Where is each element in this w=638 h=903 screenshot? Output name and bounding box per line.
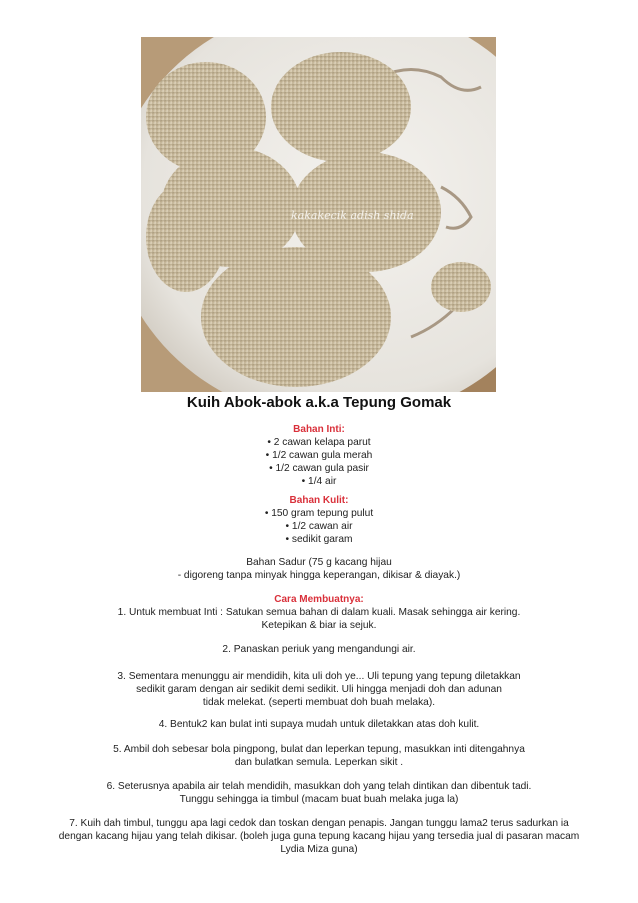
recipe-title: Kuih Abok-abok a.k.a Tepung Gomak [186, 394, 452, 411]
kulit-item: • 150 gram tepung pulut [264, 508, 374, 519]
step-text: tidak melekat. (seperti membuat doh buah melaka). [202, 697, 436, 708]
inti-item: • 1/2 cawan gula merah [265, 450, 373, 461]
kulit-section [0, 494, 638, 546]
inti-item: • 1/4 air [301, 476, 337, 487]
step-text: dan bulatkan semula. Leperkan sikit . [234, 757, 404, 768]
step-text: Ketepikan & biar ia sejuk. [261, 620, 377, 631]
sadur-line: Bahan Sadur (75 g kacang hijau [246, 557, 392, 568]
step-1 [0, 606, 638, 632]
method-heading-block [0, 593, 638, 606]
step-text: dengan kacang hijau yang telah dikisar. (boleh juga guna tepung kacang hijau yang tersedia jual di pasaran macam [58, 831, 580, 842]
step-text: 4. Bentuk2 kan bulat inti supaya mudah untuk diletakkan atas doh kulit. [158, 719, 480, 730]
step-6 [0, 780, 638, 806]
step-5 [0, 743, 638, 769]
step-text: 5. Ambil doh sebesar bola pingpong, bulat dan leperkan tepung, masukkan inti ditengahnya [113, 744, 525, 755]
method-heading: Cara Membuatnya: [274, 594, 364, 605]
step-text: Lydia Miza guna) [280, 844, 358, 855]
inti-item: • 1/2 cawan gula pasir [269, 463, 369, 474]
sadur-section [0, 556, 638, 582]
watermark-text: kakakecik adish shida [291, 209, 414, 222]
step-text: Tunggu sehingga ia timbul (macam buat buah melaka juga la) [179, 794, 459, 805]
step-3 [0, 670, 638, 709]
step-text: 1. Untuk membuat Inti : Satukan semua bahan di dalam kuali. Masak sehingga air kering. [117, 607, 521, 618]
step-text: 3. Sementara menunggu air mendidih, kita uli doh ye... Uli tepung yang tepung diletakkan [117, 671, 521, 682]
sadur-line: - digoreng tanpa minyak hingga keperangan, dikisar & diayak.) [177, 570, 461, 581]
food-photo [141, 37, 496, 392]
step-text: 6. Seterusnya apabila air telah mendidih, masukkan doh yang telah dintikan dan dibentuk tadi. [106, 781, 532, 792]
step-text: 7. Kuih dah timbul, tunggu apa lagi cedok dan toskan dengan penapis. Jangan tunggu lama2 terus sadurkan ia [69, 818, 569, 829]
step-text: sedikit garam dengan air sedikit demi sedikit. Uli hingga menjadi doh dan adunan [136, 684, 502, 695]
kulit-heading: Bahan Kulit: [289, 495, 349, 506]
kulit-item: • 1/2 cawan air [285, 521, 353, 532]
kulit-item: • sedikit garam [285, 534, 353, 545]
inti-heading: Bahan Inti: [293, 424, 345, 435]
step-text: 2. Panaskan periuk yang mengandungi air. [222, 644, 416, 655]
step-4 [0, 718, 638, 731]
step-2 [0, 643, 638, 656]
inti-item: • 2 cawan kelapa parut [267, 437, 371, 448]
inti-section [0, 423, 638, 488]
step-7 [0, 817, 638, 856]
